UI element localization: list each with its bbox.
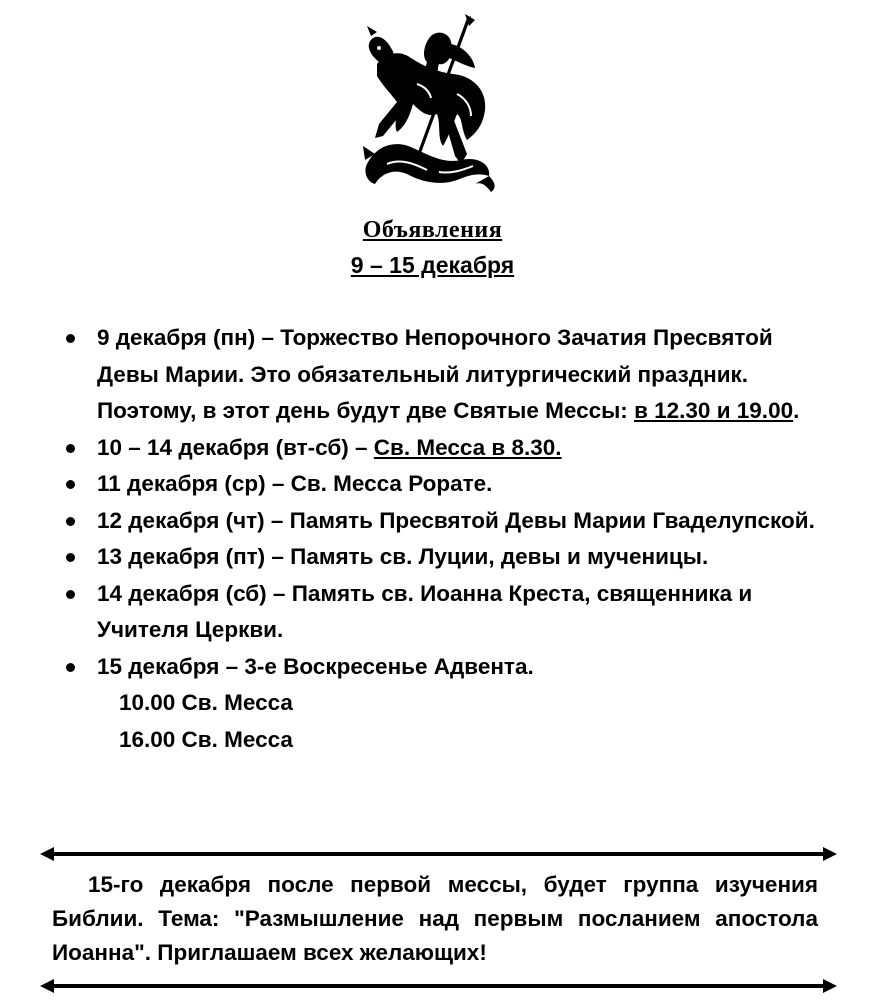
announcement-text: 10 – 14 декабря (вт-сб) – <box>97 434 374 460</box>
list-item <box>97 649 837 759</box>
mass-time-item: 10.00 Св. Месса <box>119 690 293 715</box>
mass-time-item: 16.00 Св. Месса <box>119 726 293 752</box>
announcement-text: 9 декабря (пн) – Торжество Непорочного Зачатия Пресвятой Девы Марии. Это обязательный литургический праздник. Поэтому, в этот день будут две Святые Мессы: <box>97 325 773 423</box>
double-arrow-line-icon <box>40 979 837 993</box>
announcement-text: 11 декабря (ср) – Св. Месса Рорате. <box>97 471 493 496</box>
list-item <box>97 430 837 467</box>
mass-times <box>97 685 837 758</box>
announcement-text: 13 декабря (пт) – Память св. Луции, девы и мученицы. <box>97 544 709 569</box>
list-item <box>97 466 837 503</box>
list-item <box>97 576 837 649</box>
announcement-highlight: Св. Месса в 8.30. <box>373 434 562 460</box>
bible-study-notice: 15-го декабря после первой мессы, будет группа изучения Библии. Тема: "Размышление над первым посланием апостола Иоанна". Приглашаем всех желающих! <box>52 872 818 965</box>
list-item <box>97 320 837 430</box>
list-item <box>97 539 837 576</box>
announcement-text: 15 декабря – 3-е Воскресенье Адвента. <box>97 653 534 679</box>
page-subtitle-dates: 9 – 15 декабря <box>350 252 515 278</box>
list-item <box>97 503 837 540</box>
page-title: Объявления <box>362 217 503 243</box>
double-arrow-line-icon <box>40 847 837 861</box>
announcement-highlight: в 12.30 и 19.00 <box>634 398 794 423</box>
announcement-text: 12 декабря (чт) – Память Пресвятой Девы Марии Гваделупской. <box>97 507 815 533</box>
st-george-dragon-icon <box>357 14 499 192</box>
announcement-list <box>97 320 837 758</box>
announcement-suffix: . <box>793 398 800 423</box>
announcement-text: 14 декабря (сб) – Память св. Иоанна Креста, священника и Учителя Церкви. <box>97 580 753 642</box>
